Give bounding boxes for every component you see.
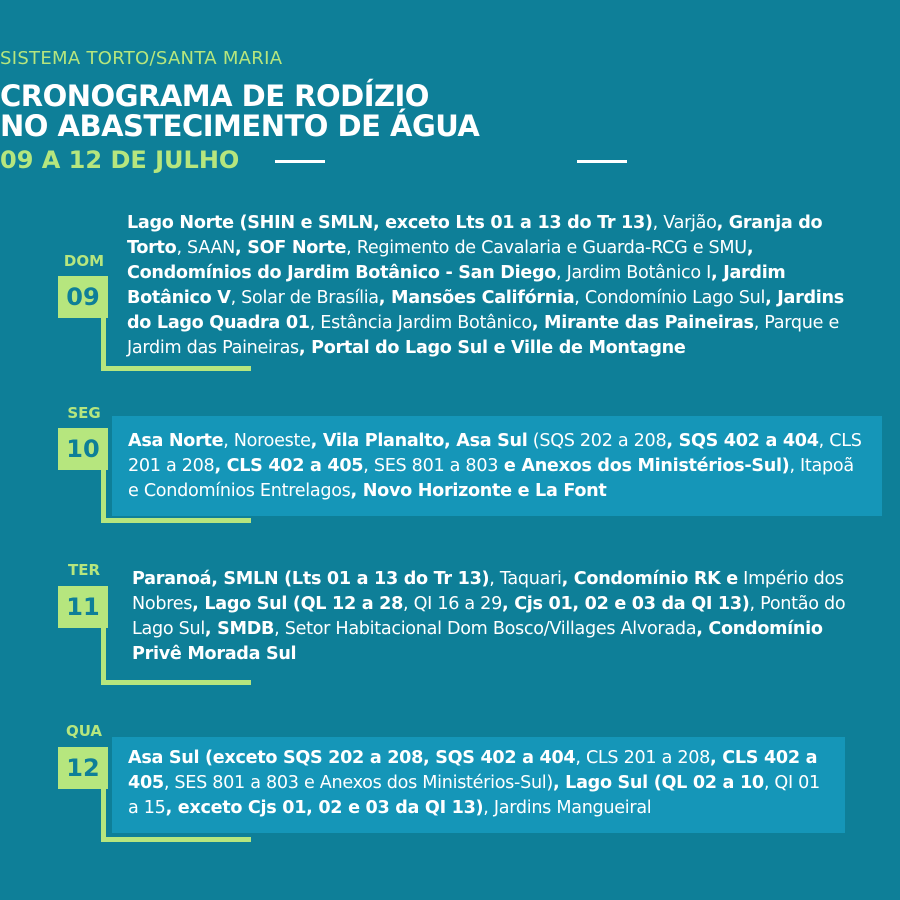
area-name: , CLS 201 a 208 xyxy=(128,431,862,476)
day-areas-text xyxy=(127,211,847,361)
day-name: DOM xyxy=(63,252,105,270)
day-name: TER xyxy=(67,561,101,579)
area-name-bold: , Mansões Califórnia xyxy=(378,288,575,308)
corner-bracket-horizontal xyxy=(101,680,251,685)
area-name-bold: , Cjs 01, 02 e 03 da QI 13) xyxy=(501,594,750,614)
area-name-bold: , SOF Norte xyxy=(235,238,347,258)
area-name: , Regimento de Cavalaria e Guarda-RCG e SMU xyxy=(346,238,747,258)
area-name-bold: e Anexos dos Ministérios-Sul) xyxy=(498,456,790,476)
area-name: , SAAN xyxy=(176,238,236,258)
area-name: , QI 16 a 29 xyxy=(403,594,502,614)
area-name-bold: , exceto Cjs 01, 02 e 03 da QI 13) xyxy=(165,798,484,818)
area-name: , Jardins Mangueiral xyxy=(483,798,652,818)
area-name: Império dos Nobres xyxy=(132,569,844,614)
area-name: , Condomínio Lago Sul xyxy=(574,288,766,308)
area-name: , Noroeste xyxy=(223,431,311,451)
area-name: , Itapoã e Condomínios Entrelagos xyxy=(128,456,854,501)
area-name: , Varjão xyxy=(652,213,717,233)
area-name: , Pontão do Lago Sul xyxy=(132,594,846,639)
page-title-line-1: CRONOGRAMA DE RODÍZIO xyxy=(0,79,429,113)
area-name-bold: , Condomínio RK e xyxy=(561,569,738,589)
day-areas-text xyxy=(128,429,868,504)
corner-bracket-vertical xyxy=(101,318,106,370)
area-name: , SES 801 a 803 e Anexos dos Ministérios-Sul) xyxy=(163,773,553,793)
page-title-line-2: NO ABASTECIMENTO DE ÁGUA xyxy=(0,109,480,143)
day-number: 11 xyxy=(58,586,108,628)
area-name: , SES 801 a 803 xyxy=(363,456,499,476)
corner-bracket-vertical xyxy=(101,470,106,522)
area-name-bold: , Vila Planalto, Asa Sul xyxy=(310,431,528,451)
area-name: , Parque e Jardim das Paineiras xyxy=(127,313,839,358)
area-name-bold: , Jardins do Lago Quadra 01 xyxy=(127,288,844,333)
area-name-bold: , Jardim Botânico V xyxy=(127,263,786,308)
day-name: QUA xyxy=(65,722,103,740)
date-range: 09 A 12 DE JULHO xyxy=(0,146,240,174)
area-name-bold: , Portal do Lago Sul e Ville de Montagne xyxy=(298,338,686,358)
area-name-bold: , CLS 402 a 405 xyxy=(214,456,364,476)
day-areas-text xyxy=(132,567,852,667)
area-name-bold: , SMDB xyxy=(204,619,275,639)
area-name-bold: , Lago Sul (QL 12 a 28 xyxy=(192,594,404,614)
area-name-bold: Paranoá, SMLN (Lts 01 a 13 do Tr 13) xyxy=(132,569,490,589)
corner-bracket-horizontal xyxy=(101,366,251,371)
area-name: , QI 01 a 15 xyxy=(128,773,820,818)
area-name-bold: , Lago Sul (QL 02 a 10 xyxy=(552,773,764,793)
area-name-bold: Asa Norte xyxy=(128,431,224,451)
system-subtitle: SISTEMA TORTO/SANTA MARIA xyxy=(0,48,283,69)
day-number: 09 xyxy=(58,276,108,318)
day-name: SEG xyxy=(67,404,101,422)
area-name: , Jardim Botânico I xyxy=(556,263,711,283)
area-name: , Setor Habitacional Dom Bosco/Villages Alvorada xyxy=(274,619,697,639)
area-name-bold: , CLS 402 a 405 xyxy=(128,748,818,793)
day-areas-text xyxy=(128,746,828,821)
area-name: , Taquari xyxy=(489,569,562,589)
area-name: , Estância Jardim Botânico xyxy=(309,313,532,333)
area-name-bold: , Granja do Torto xyxy=(127,213,823,258)
area-name-bold: Lago Norte (SHIN e SMLN, exceto Lts 01 a 13 do Tr 13) xyxy=(127,213,653,233)
area-name-bold: , Condomínio Privê Morada Sul xyxy=(132,619,823,664)
corner-bracket-vertical xyxy=(101,628,106,684)
area-name: (SQS 202 a 208 xyxy=(527,431,667,451)
day-number: 10 xyxy=(58,428,108,470)
corner-bracket-vertical xyxy=(101,789,106,841)
area-name-bold: , Condomínios do Jardim Botânico - San Diego xyxy=(127,238,754,283)
area-name: , Solar de Brasília xyxy=(230,288,379,308)
area-name-bold: , Novo Horizonte e La Font xyxy=(350,481,607,501)
title-dash-right xyxy=(577,160,627,163)
corner-bracket-horizontal xyxy=(101,518,251,523)
corner-bracket-horizontal xyxy=(101,837,251,842)
area-name-bold: Asa Sul (exceto SQS 202 a 208, SQS 402 a 404 xyxy=(128,748,576,768)
day-number: 12 xyxy=(58,747,108,789)
area-name-bold: , Mirante das Paineiras xyxy=(531,313,754,333)
area-name: , CLS 201 a 208 xyxy=(575,748,711,768)
area-name-bold: , SQS 402 a 404 xyxy=(666,431,819,451)
